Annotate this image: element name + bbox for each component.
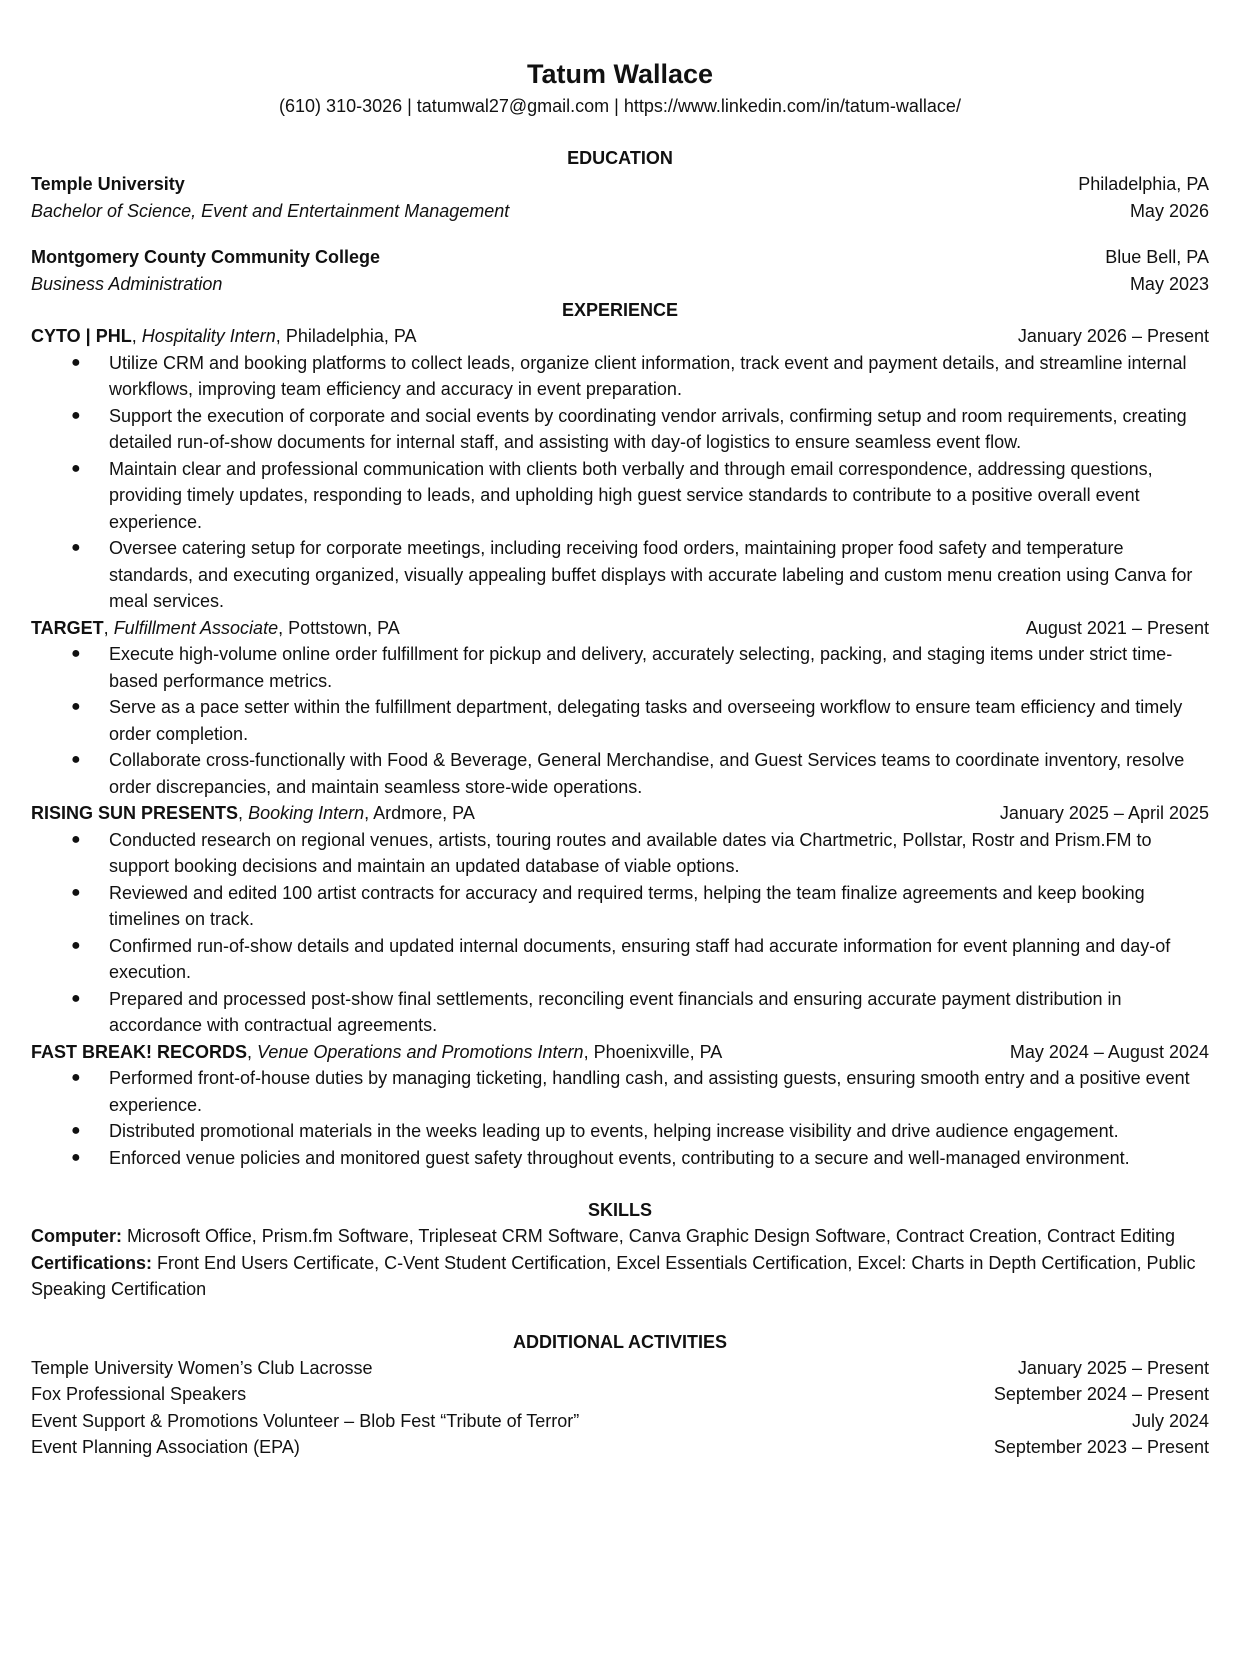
education-heading: EDUCATION <box>567 148 673 168</box>
bullet-dot-icon: ● <box>71 406 81 424</box>
bullet-dot-icon: ● <box>71 883 81 901</box>
bullet-item: ● Serve as a pace setter within the fulfillment department, delegating tasks and overseeing workflow to ensure team efficiency and timely order completion. <box>31 694 1209 747</box>
candidate-name: Tatum Wallace <box>526 59 714 89</box>
resume-page <box>31 58 1209 1461</box>
activity-row <box>31 1434 1209 1461</box>
job-bullets <box>31 350 1209 615</box>
experience-heading: EXPERIENCE <box>561 300 679 320</box>
bullet-dot-icon: ● <box>71 353 81 371</box>
skills-computer <box>31 1223 1209 1250</box>
bullet-item: ● Confirmed run-of-show details and updated internal documents, ensuring staff had accurate information for event planning and day-of execution. <box>31 933 1209 986</box>
bullet-dot-icon: ● <box>71 1148 81 1166</box>
school-name: Montgomery County Community College <box>31 247 381 267</box>
bullet-dot-icon: ● <box>71 1122 81 1139</box>
school-name: Temple University <box>31 174 185 194</box>
bullet-item: ● Prepared and processed post-show final settlements, reconciling event financials and ensuring accurate payment distribution in accordance with contractual agreements. <box>31 986 1209 1039</box>
bullet-item: ● Support the execution of corporate and social events by coordinating vendor arrivals, confirming setup and room requirements, creating detailed run-of-show documents for internal staff, and assisting with day-of logistics to ensure seamless event flow. <box>31 403 1209 456</box>
skills-certifications-list: Front End Users Certificate, C-Vent Student Certification, Excel Essentials Certification, Excel: Charts in Depth Certification, Public Speaking Certification <box>31 1252 1196 1299</box>
bullet-item: ● Distributed promotional materials in the weeks leading up to events, helping increase visibility and drive audience engagement. <box>31 1118 1209 1145</box>
bullet-dot-icon: ● <box>71 936 81 954</box>
job-date: August 2021 – Present <box>1025 617 1209 638</box>
job-date: January 2026 – Present <box>1017 326 1209 346</box>
job-company: TARGET <box>31 617 104 638</box>
contact-line: (610) 310-3026 | tatumwal27@gmail.com | https://www.linkedin.com/in/tatum-wallace/ <box>279 96 961 116</box>
bullet-item: ● Enforced venue policies and monitored guest safety throughout events, contributing to a secure and well-managed environment. <box>31 1145 1209 1172</box>
job-location: Pottstown, PA <box>288 617 400 638</box>
job-role: Venue Operations and Promotions Intern <box>257 1041 584 1062</box>
job-date: January 2025 – April 2025 <box>999 803 1209 823</box>
bullet-item: ● Collaborate cross-functionally with Food & Beverage, General Merchandise, and Guest Services teams to coordinate inventory, resolve order discrepancies, and maintain seamless store-wide operations. <box>31 747 1209 800</box>
bullet-item: ● Reviewed and edited 100 artist contracts for accuracy and required terms, helping the team finalize agreements and keep booking timelines on track. <box>31 880 1209 933</box>
bullet-dot-icon: ● <box>71 1069 81 1086</box>
bullet-item: ● Conducted research on regional venues, artists, touring routes and available dates via Chartmetric, Pollstar, Rostr and Prism.FM to support booking decisions and maintain an updated database of viable options. <box>31 827 1209 880</box>
bullet-item: ● Oversee catering setup for corporate meetings, including receiving food orders, maintaining proper food safety and temperature standards, and executing organized, visually appealing buffet displays with accurate labeling and custom menu creation using Canva for meal services. <box>31 535 1209 615</box>
bullet-dot-icon: ● <box>71 698 81 715</box>
job-company: RISING SUN PRESENTS <box>31 803 239 823</box>
bullet-dot-icon: ● <box>71 459 81 477</box>
job-entry: FAST BREAK! RECORDS, Venue Operations and Promotions Intern, Phoenixville, PA May 2024 – August 2024 ● Performed front-of-house duties by managing ticketing, handling cash, and assisting guests, ensuring smooth entry and a positive event experience. ● Distributed promotional materials in the weeks leading up to events, helping increase visibility and drive audience engagement. ● Enforced venue policies and monitored guest safety throughout events, contributing to a secure and well-managed environment. <box>31 1039 1209 1172</box>
job-location: Phoenixville, PA <box>593 1041 723 1062</box>
graduation-date: May 2023 <box>1129 273 1209 294</box>
degree: Business Administration <box>31 273 223 294</box>
bullet-dot-icon: ● <box>71 989 81 1007</box>
bullet-dot-icon: ● <box>71 645 81 662</box>
bullet-item: ● Execute high-volume online order fulfillment for pickup and delivery, accurately selecting, packing, and staging items under strict time-based performance metrics. <box>31 641 1209 694</box>
job-role: Fulfillment Associate <box>113 617 279 638</box>
job-entry: CYTO | PHL, Hospitality Intern, Philadelphia, PA January 2026 – Present ● Utilize CRM and booking platforms to collect leads, organize client information, track event and payment details, and streamline internal workflows, improving team efficiency and accuracy in event preparation. ● Support the execution of corporate and social events by coordinating vendor arrivals, confirming setup and room requirements, creating detailed run-of-show documents for internal staff, and assisting with day-of logistics to ensure seamless event flow. ● Maintain clear and professional communication with clients both verbally and through email correspondence, addressing questions, providing timely updates, responding to leads, and upholding high guest service standards to contribute to a positive overall event experience. ● Oversee catering setup for corporate meetings, including receiving food orders, maintaining proper food safety and temperature standards, and executing organized, visually appealing buffet displays with accurate labeling and custom menu creation using Canva for meal services. <box>31 323 1209 615</box>
skills-certifications <box>31 1250 1209 1303</box>
skills-certifications-label: Certifications: <box>31 1252 153 1273</box>
activity-name: Temple University Women’s Club Lacrosse <box>31 1357 373 1378</box>
job-location: Philadelphia, PA <box>285 326 417 346</box>
job-date: May 2024 – August 2024 <box>1009 1041 1209 1062</box>
job-role: Booking Intern <box>248 803 365 823</box>
graduation-date: May 2026 <box>1129 200 1209 221</box>
bullet-item: ● Maintain clear and professional communication with clients both verbally and through email correspondence, addressing questions, providing timely updates, responding to leads, and upholding high guest service standards to contribute to a positive overall event experience. <box>31 456 1209 536</box>
bullet-dot-icon: ● <box>71 539 81 556</box>
activity-name: Fox Professional Speakers <box>31 1384 247 1404</box>
bullet-dot-icon: ● <box>71 830 81 848</box>
activities-heading: ADDITIONAL ACTIVITIES <box>512 1331 727 1352</box>
activity-row <box>31 1381 1209 1408</box>
activity-name: Event Support & Promotions Volunteer – Blob Fest “Tribute of Terror” <box>31 1410 580 1431</box>
job-bullets <box>31 1065 1209 1171</box>
activity-date: January 2025 – Present <box>1017 1357 1209 1378</box>
skills-heading: SKILLS <box>587 1200 652 1220</box>
job-role: Hospitality Intern <box>141 326 276 346</box>
education-entry <box>31 244 1209 297</box>
job-company: CYTO | PHL <box>31 326 132 346</box>
activity-date: September 2024 – Present <box>993 1384 1209 1404</box>
activity-row <box>31 1355 1209 1382</box>
activity-date: July 2024 <box>1131 1410 1209 1431</box>
degree: Bachelor of Science, Event and Entertainment Management <box>31 200 510 221</box>
job-bullets <box>31 827 1209 1039</box>
activity-row <box>31 1408 1209 1435</box>
school-location: Philadelphia, PA <box>1078 174 1209 194</box>
job-company: FAST BREAK! RECORDS <box>31 1041 248 1062</box>
job-entry: TARGET, Fulfillment Associate, Pottstown, PA August 2021 – Present ● Execute high-volume online order fulfillment for pickup and delivery, accurately selecting, packing, and staging items under strict time-based performance metrics. ● Serve as a pace setter within the fulfillment department, delegating tasks and overseeing workflow to ensure team efficiency and timely order completion. ● Collaborate cross-functionally with Food & Beverage, General Merchandise, and Guest Services teams to coordinate inventory, resolve order discrepancies, and maintain seamless store-wide operations. <box>31 615 1209 801</box>
activity-name: Event Planning Association (EPA) <box>31 1437 300 1457</box>
education-entry <box>31 171 1209 224</box>
skills-computer-list: Microsoft Office, Prism.fm Software, Tripleseat CRM Software, Canva Graphic Design Software, Contract Creation, Contract Editing <box>127 1226 1176 1246</box>
bullet-item: ● Utilize CRM and booking platforms to collect leads, organize client information, track event and payment details, and streamline internal workflows, improving team efficiency and accuracy in event preparation. <box>31 350 1209 403</box>
bullet-item: ● Performed front-of-house duties by managing ticketing, handling cash, and assisting guests, ensuring smooth entry and a positive event experience. <box>31 1065 1209 1118</box>
job-bullets <box>31 641 1209 800</box>
job-entry: RISING SUN PRESENTS, Booking Intern, Ardmore, PA January 2025 – April 2025 ● Conducted research on regional venues, artists, touring routes and available dates via Chartmetric, Pollstar, Rostr and Prism.FM to support booking decisions and maintain an updated database of viable options. ● Reviewed and edited 100 artist contracts for accuracy and required terms, helping the team finalize agreements and keep booking timelines on track. ● Confirmed run-of-show details and updated internal documents, ensuring staff had accurate information for event planning and day-of execution. ● Prepared and processed post-show final settlements, reconciling event financials and ensuring accurate payment distribution in accordance with contractual agreements. <box>31 800 1209 1039</box>
job-location: Ardmore, PA <box>373 803 475 823</box>
activity-date: September 2023 – Present <box>993 1437 1209 1457</box>
skills-computer-label: Computer: <box>31 1226 122 1246</box>
school-location: Blue Bell, PA <box>1105 247 1209 267</box>
bullet-dot-icon: ● <box>71 751 81 768</box>
